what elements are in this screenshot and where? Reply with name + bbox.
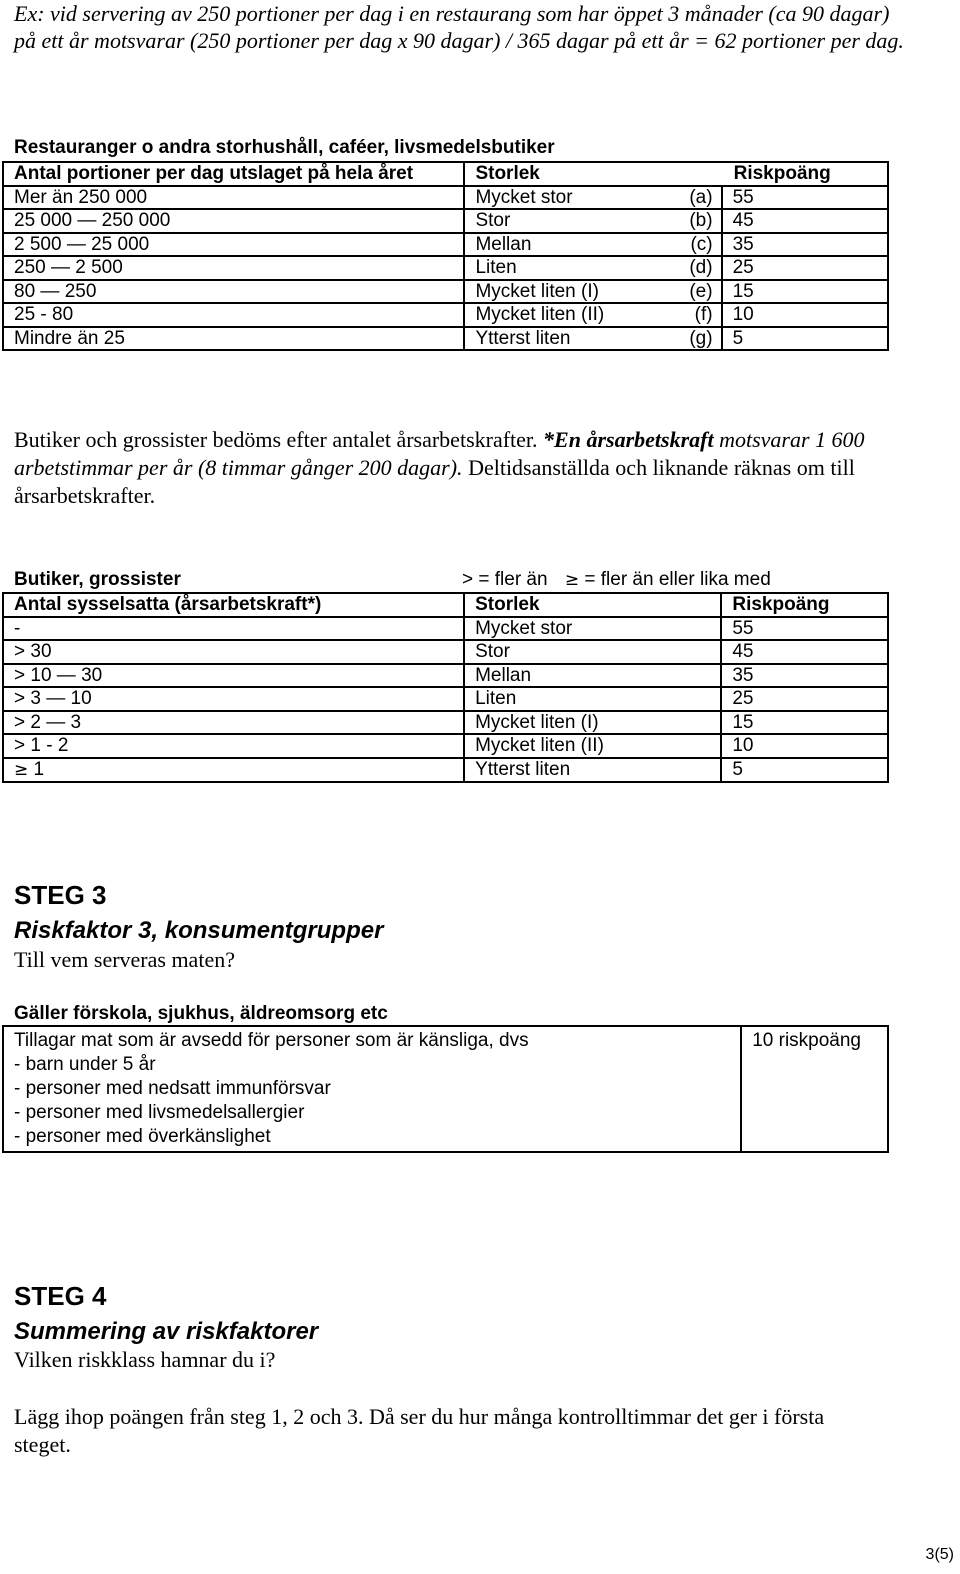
size-cell: Mycket stor	[464, 617, 721, 641]
steg3-subtitle: Riskfaktor 3, konsumentgrupper	[14, 917, 384, 944]
consumer-line: - barn under 5 år	[14, 1054, 156, 1075]
table-header-row	[3, 162, 888, 186]
table-row	[3, 711, 888, 735]
steg4-subtitle: Summering av riskfaktorer	[14, 1318, 319, 1345]
table-row	[3, 758, 888, 782]
size-cell: Liten	[464, 256, 661, 280]
steg3-caption: Gäller förskola, sjukhus, äldreomsorg etc	[14, 1003, 388, 1024]
consumer-line: Tillagar mat som är avsedd för personer som är känsliga, dvs	[14, 1030, 529, 1051]
points-cell: 10	[722, 303, 888, 327]
steg4-title: STEG 4	[14, 1281, 107, 1311]
points-cell: 5	[721, 758, 888, 782]
code-cell: (b)	[662, 209, 722, 233]
points-cell: 55	[722, 186, 888, 210]
shop-size-table	[2, 592, 889, 783]
greater-equal-icon: ≥	[564, 570, 580, 590]
workforce-definition: motsvarar 1 600 arbetstimmar per år (8 timmar gånger 200 dagar).	[14, 427, 865, 480]
legend-greater-than: > = fler än	[462, 569, 548, 590]
intro-paragraph: Ex: vid servering av 250 portioner per dag i en restaurang som har öppet 3 månader (ca 90 dagar) på ett år motsvarar (250 portioner per dag x 90 dagar) / 365 dagar på ett år = 62 portioner per dag.	[14, 1, 904, 53]
employees-cell: > 1 - 2	[3, 734, 464, 758]
header-employees: Antal sysselsatta (årsarbetskraft*)	[3, 593, 464, 617]
points-cell: 15	[722, 280, 888, 304]
steg3-question: Till vem serveras maten?	[14, 947, 235, 972]
legend-greater-equal: = fler än eller lika med	[579, 569, 771, 590]
table-row	[3, 687, 888, 711]
size-cell: Liten	[464, 687, 721, 711]
table-row	[3, 617, 888, 641]
workforce-text-1: Butiker och grossister bedöms efter antalet årsarbetskrafter.	[14, 427, 544, 452]
consumer-line: - personer med livsmedelsallergier	[14, 1102, 305, 1123]
points-cell: 35	[721, 664, 888, 688]
portions-cell: 250 — 2 500	[3, 256, 464, 280]
employees-cell: -	[3, 617, 464, 641]
table2-caption: Butiker, grossister	[14, 569, 181, 590]
table-row	[3, 327, 888, 351]
employees-cell	[3, 758, 464, 782]
points-cell: 15	[721, 711, 888, 735]
points-cell: 10	[721, 734, 888, 758]
portions-cell: 25 - 80	[3, 303, 464, 327]
steg4-question: Vilken riskklass hamnar du i?	[14, 1347, 276, 1372]
points-cell: 45	[722, 209, 888, 233]
employees-cell: > 3 — 10	[3, 687, 464, 711]
size-cell: Ytterst liten	[464, 758, 721, 782]
table-row	[3, 303, 888, 327]
portions-cell: Mindre än 25	[3, 327, 464, 351]
workforce-paragraph	[14, 426, 914, 510]
portions-cell: 25 000 — 250 000	[3, 209, 464, 233]
table-row	[3, 233, 888, 257]
header-empty	[662, 162, 722, 186]
table-row	[3, 209, 888, 233]
size-cell: Stor	[464, 209, 661, 233]
size-cell: Mycket liten (I)	[464, 280, 661, 304]
table-row	[3, 186, 888, 210]
consumer-line: - personer med nedsatt immunförsvar	[14, 1078, 331, 1099]
size-cell: Mycket liten (II)	[464, 303, 661, 327]
table-row	[3, 734, 888, 758]
size-cell: Mycket stor	[464, 186, 661, 210]
table-row	[3, 1026, 888, 1152]
code-cell: (d)	[662, 256, 722, 280]
consumer-group-table	[2, 1025, 889, 1153]
code-cell: (e)	[662, 280, 722, 304]
code-cell: (a)	[662, 186, 722, 210]
portions-cell: 80 — 250	[3, 280, 464, 304]
table-row	[3, 640, 888, 664]
header-size: Storlek	[464, 162, 661, 186]
header-points: Riskpoäng	[721, 593, 888, 617]
steg4-text: Lägg ihop poängen från steg 1, 2 och 3. Då ser du hur många kontrolltimmar det ger i första steget.	[14, 1404, 825, 1457]
steg3-title: STEG 3	[14, 880, 107, 910]
table-header-row	[3, 593, 888, 617]
points-cell: 5	[722, 327, 888, 351]
employees-cell: > 2 — 3	[3, 711, 464, 735]
consumer-points: 10 riskpoäng	[741, 1026, 888, 1152]
code-cell: (f)	[662, 303, 722, 327]
table-row	[3, 664, 888, 688]
code-cell: (g)	[662, 327, 722, 351]
table-row	[3, 256, 888, 280]
size-cell: Mellan	[464, 233, 661, 257]
size-cell: Mycket liten (I)	[464, 711, 721, 735]
points-cell: 35	[722, 233, 888, 257]
size-cell: Mycket liten (II)	[464, 734, 721, 758]
table-row	[3, 280, 888, 304]
header-points: Riskpoäng	[722, 162, 888, 186]
greater-equal-icon: ≥	[14, 759, 29, 780]
workforce-text-2: Deltidsanställda och liknande räknas om till årsarbetskrafter.	[14, 455, 855, 508]
size-cell: Mellan	[464, 664, 721, 688]
page-number: 3(5)	[925, 1546, 954, 1563]
portions-cell: Mer än 250 000	[3, 186, 464, 210]
consumer-line: - personer med överkänslighet	[14, 1126, 271, 1147]
header-size: Storlek	[464, 593, 721, 617]
employees-value: 1	[28, 758, 45, 780]
employees-cell: > 10 — 30	[3, 664, 464, 688]
consumer-description	[3, 1026, 741, 1152]
points-cell: 55	[721, 617, 888, 641]
header-portions: Antal portioner per dag utslaget på hela året	[3, 162, 464, 186]
employees-cell: > 30	[3, 640, 464, 664]
points-cell: 25	[722, 256, 888, 280]
code-cell: (c)	[662, 233, 722, 257]
size-cell: Ytterst liten	[464, 327, 661, 351]
symbol-legend	[462, 569, 771, 591]
table1-caption: Restauranger o andra storhushåll, caféer, livsmedelsbutiker	[14, 137, 555, 158]
workforce-term: *En årsarbetskraft	[543, 427, 714, 452]
portions-cell: 2 500 — 25 000	[3, 233, 464, 257]
size-cell: Stor	[464, 640, 721, 664]
points-cell: 25	[721, 687, 888, 711]
consumer-lines	[14, 1029, 740, 1149]
points-cell: 45	[721, 640, 888, 664]
restaurant-size-table	[2, 161, 889, 351]
